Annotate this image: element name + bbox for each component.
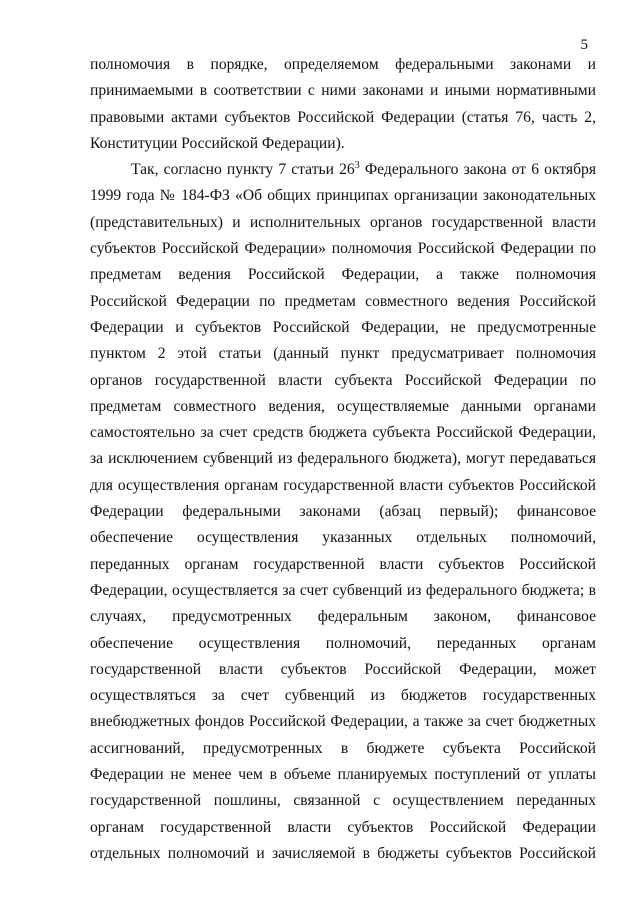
text-line: Федерации, осуществляется за счет субвенций из федерального бюджета; в xyxy=(90,581,596,599)
text-line: государственной пошлины, связанной с осуществлением переданных xyxy=(90,792,596,810)
text-line: самостоятельно за счет средств бюджета субъекта Российской Федерации, xyxy=(90,424,596,442)
text-line: предметам ведения Российской Федерации, а также полномочия xyxy=(90,266,596,284)
text-line: Российской Федерации по предметам совместного ведения Российской xyxy=(90,292,596,310)
paragraph-1 xyxy=(90,52,596,157)
text-line: обеспечение осуществления указанных отдельных полномочий, xyxy=(90,529,596,547)
text-line: принимаемыми в соответствии с ними законами и иными нормативными xyxy=(90,82,596,100)
text-line: субъектов Российской Федерации» полномочия Российской Федерации по xyxy=(90,240,596,258)
text-line: обеспечение осуществления полномочий, переданных органам xyxy=(90,634,596,652)
text-line: полномочия в порядке, определяемом федеральными законами и xyxy=(90,56,596,73)
text-line: предметам совместного ведения, осуществляемые данными органами xyxy=(90,397,596,415)
text-line: переданных органам государственной власти субъектов Российской xyxy=(90,555,596,573)
text-segment: Так, согласно пункту 7 статьи 26 xyxy=(131,161,355,179)
text-line-first xyxy=(90,157,596,183)
text-line: внебюджетных фондов Российской Федерации, а также за счет бюджетных xyxy=(90,713,596,731)
text-line: правовыми актами субъектов Российской Федерации (статья 76, часть 2, xyxy=(90,108,596,126)
text-line: Федерации федеральными законами (абзац первый); финансовое xyxy=(90,503,596,521)
text-line: осуществляться за счет субвенций из бюджетов государственных xyxy=(90,687,596,705)
document-body xyxy=(90,52,596,867)
text-line: Конституции Российской Федерации). xyxy=(90,134,345,152)
text-line: Федерации и субъектов Российской Федерации, не предусмотренные xyxy=(90,318,596,336)
paragraph-2 xyxy=(90,157,596,867)
text-line: Федерации не менее чем в объеме планируемых поступлений от уплаты xyxy=(90,766,596,784)
text-segment: Федерального закона от 6 октября xyxy=(359,161,597,179)
text-line: для осуществления органам государственной власти субъектов Российской xyxy=(90,476,596,494)
text-line: (представительных) и исполнительных органов государственной власти xyxy=(90,213,596,231)
text-line: пунктом 2 этой статьи (данный пункт предусматривает полномочия xyxy=(90,345,596,363)
text-line: органов государственной власти субъекта Российской Федерации по xyxy=(90,371,596,389)
text-line: государственной власти субъектов Российской Федерации, может xyxy=(90,660,596,678)
superscript: 3 xyxy=(354,160,360,172)
text-line: случаях, предусмотренных федеральным законом, финансовое xyxy=(90,608,596,626)
text-line: за исключением субвенций из федерального бюджета), могут передаваться xyxy=(90,450,596,468)
text-line: ассигнований, предусмотренных в бюджете субъекта Российской xyxy=(90,739,596,757)
text-line: отдельных полномочий и зачисляемой в бюджеты субъектов Российской xyxy=(90,844,596,862)
page-number: 5 xyxy=(580,37,588,53)
text-line: 1999 года № 184-ФЗ «Об общих принципах организации законодательных xyxy=(90,187,596,205)
text-line: органам государственной власти субъектов Российской Федерации xyxy=(90,818,596,836)
